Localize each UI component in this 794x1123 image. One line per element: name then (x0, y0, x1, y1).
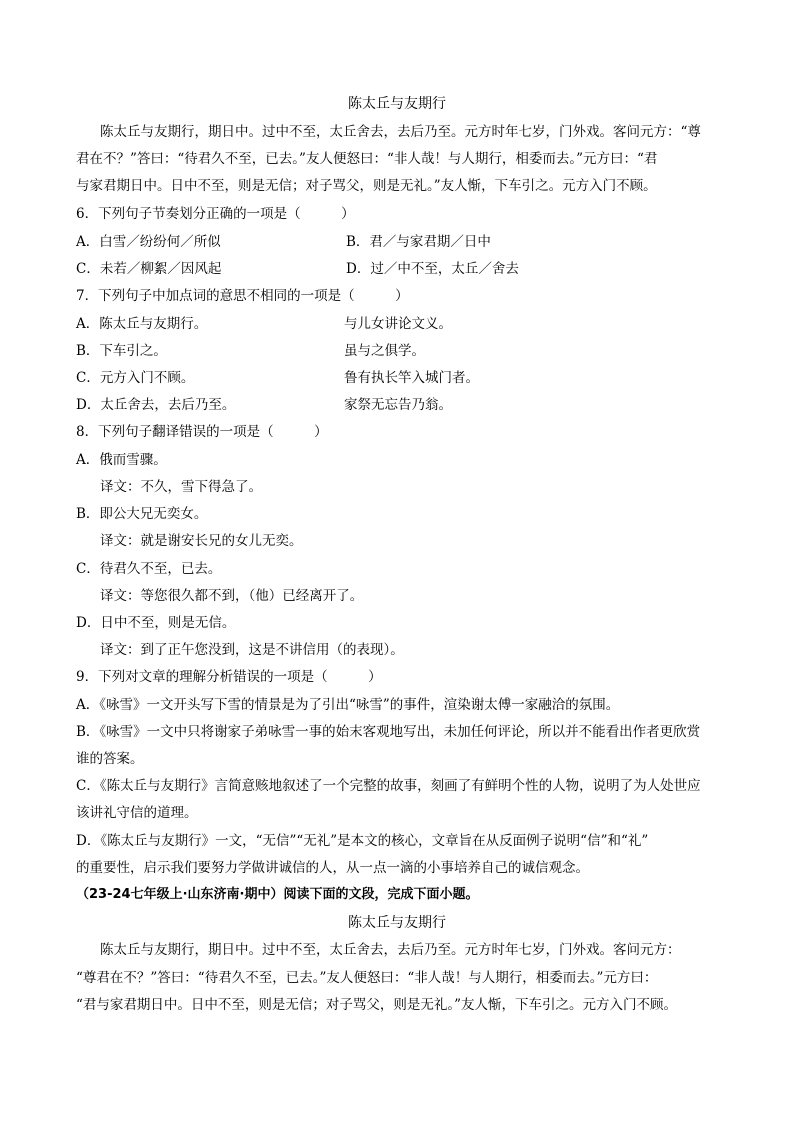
q6-option-a: A．白雪／纷纷何／所似 (76, 234, 221, 250)
passage-line: 君在不？”答曰：“待君久不至，已去。”友人便怒曰：“非人哉！与人期行，相委而去。”元方曰：“君 (76, 151, 658, 167)
passage-title-2: 陈太丘与友期行 (348, 915, 446, 931)
q6-option-b: B．君／与家君期／日中 (346, 234, 491, 250)
q7-option-d: D．太丘舍去，去后乃至。 (76, 397, 236, 413)
q7-option-b-compare: 虽与之俱学。 (344, 343, 425, 359)
q7-option-c: C．元方入门不顾。 (76, 370, 195, 386)
q9-option-d-cont: 的重要性，启示我们要努力学做讲诚信的人，从一点一滴的小事培养自己的诚信观念。 (76, 860, 589, 876)
q7-option-a-compare: 与儿女讲论文义。 (344, 316, 452, 332)
q9-option-d: D．《陈太丘与友期行》一文，“无信”“无礼”是本文的核心，文章旨在从反面例子说明“信”和“礼” (76, 833, 649, 849)
q9-option-c-cont: 该讲礼守信的道理。 (76, 805, 198, 821)
section-heading: （23-24七年级上·山东济南·期中）阅读下面的文段，完成下面小题。 (76, 887, 479, 902)
q9-option-a: A．《咏雪》一文开头写下雪的情景是为了引出“咏雪”的事件，渲染谢太傅一家融洽的氛围。 (76, 697, 620, 713)
q6-option-c: C．未若／柳絮／因风起 (76, 261, 222, 277)
passage-title: 陈太丘与友期行 (348, 96, 446, 112)
q8-option-a: A．俄而雪骤。 (76, 452, 167, 468)
q7-option-b: B．下车引之。 (76, 343, 167, 359)
question-9-stem: 9．下列对文章的理解分析错误的一项是（ ） (76, 669, 382, 685)
q9-option-c: C．《陈太丘与友期行》言简意赅地叙述了一个完整的故事，刻画了有鲜明个性的人物，说明了为人处世应 (76, 778, 701, 794)
q7-option-d-compare: 家祭无忘告乃翁。 (344, 397, 452, 413)
passage-line: 与家君期日中。日中不至，则是无信；对子骂父，则是无礼。”友人惭，下车引之。元方入门不顾。 (76, 178, 657, 194)
q8-option-a-translation: 译文：不久，雪下得急了。 (100, 479, 262, 495)
question-7-stem: 7．下列句子中加点词的意思不相同的一项是（ ） (76, 288, 409, 304)
q8-option-d: D．日中不至，则是无信。 (76, 615, 236, 631)
question-6-stem: 6．下列句子节奏划分正确的一项是（ ） (76, 206, 355, 222)
q6-option-d: D．过／中不至，太丘／舍去 (346, 261, 519, 277)
passage-2-line: 陈太丘与友期行，期日中。过中不至，太丘舍去，去后乃至。元方时年七岁，门外戏。客问元方： (100, 942, 681, 958)
q8-option-b-translation: 译文：就是谢安长兄的女儿无奕。 (100, 533, 303, 549)
q9-option-b-cont: 谁的答案。 (76, 751, 144, 767)
passage-2-line: “君与家君期日中。日中不至，则是无信；对子骂父，则是无礼。”友人惭，下车引之。元方入门不顾。 (76, 997, 678, 1013)
q7-option-c-compare: 鲁有执长竿入城门者。 (344, 370, 479, 386)
passage-line: 陈太丘与友期行，期日中。过中不至，太丘舍去，去后乃至。元方时年七岁，门外戏。客问元方：“尊 (100, 124, 701, 140)
q8-option-c-translation: 译文：等您很久都不到，（他）已经离开了。 (100, 588, 364, 604)
q9-option-b: B．《咏雪》一文中只将谢家子弟咏雪一事的始末客观地写出，未加任何评论，所以并不能看出作者更欣赏 (76, 724, 701, 740)
q8-option-c: C．待君久不至，已去。 (76, 561, 222, 577)
q8-option-b: B．即公大兄无奕女。 (76, 506, 208, 522)
q8-option-d-translation: 译文：到了正午您没到，这是不讲信用（的表现）。 (100, 642, 404, 658)
q7-option-a: A．陈太丘与友期行。 (76, 316, 208, 332)
passage-2-line: “尊君在不？”答曰：“待君久不至，已去。”友人便怒曰：“非人哉！与人期行，相委而去。”元方曰： (76, 970, 658, 986)
question-8-stem: 8．下列句子翻译错误的一项是（ ） (76, 424, 328, 440)
